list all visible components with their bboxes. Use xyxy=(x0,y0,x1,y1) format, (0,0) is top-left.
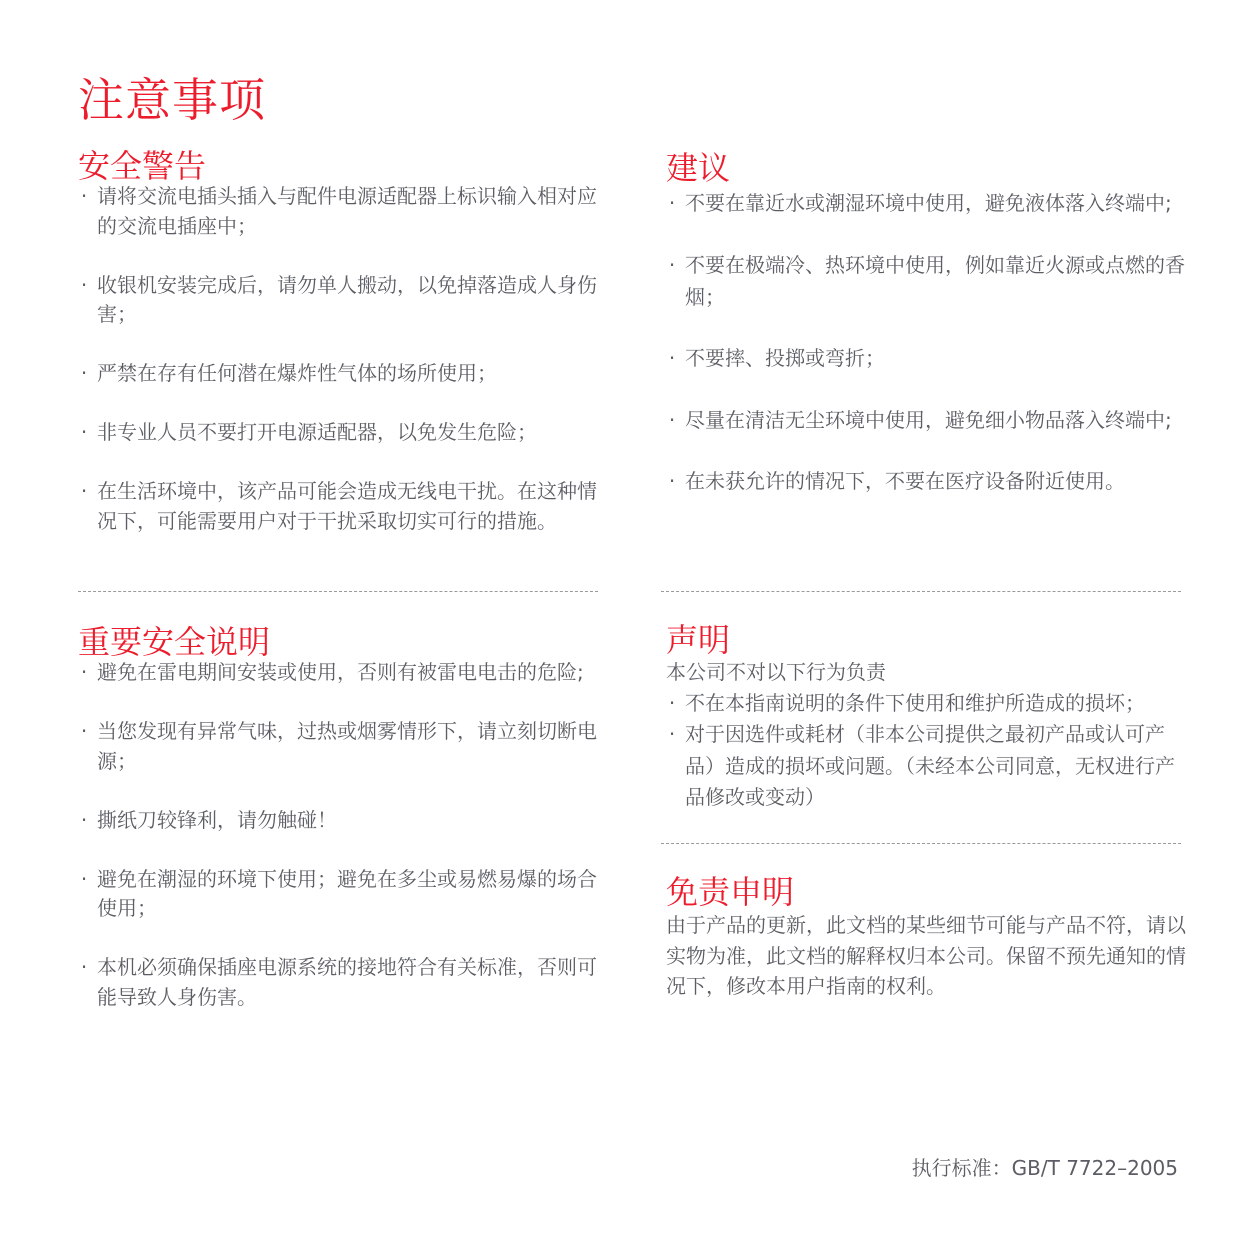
spacer xyxy=(78,448,598,478)
spacer xyxy=(78,924,598,954)
execution-standard: 执行标准：GB/T 7722–2005 xyxy=(911,1156,1178,1180)
section-title: 声明 xyxy=(666,621,731,659)
bullet-icon: · xyxy=(668,191,676,215)
spacer xyxy=(666,219,1186,249)
list-item: · 当您发现有异常气味，过热或烟雾情形下，请立刻切断电源； xyxy=(78,717,598,776)
list-item: · 不要在极端冷、热环境中使用，例如靠近火源或点燃的香烟； xyxy=(666,249,1186,313)
bullet-icon: · xyxy=(80,361,88,385)
spacer xyxy=(78,835,598,865)
list-item: · 收银机安装完成后，请勿单人搬动，以免掉落造成人身伤害； xyxy=(78,271,598,330)
bullet-icon: · xyxy=(80,479,88,503)
bullet-icon: · xyxy=(80,807,88,832)
safety-warning-section xyxy=(78,148,598,536)
important-safety-section xyxy=(78,624,598,1012)
spacer xyxy=(666,436,1186,466)
spacer xyxy=(666,313,1186,343)
bullet-list xyxy=(666,187,1186,497)
list-item: · 本机必须确保插座电源系统的接地符合有关标准，否则可能导致人身伤害。 xyxy=(78,953,598,1012)
list-item: · 避免在潮湿的环境下使用；避免在多尘或易燃易爆的场合使用； xyxy=(78,865,598,924)
disclaimer-section xyxy=(666,874,1191,1002)
bullet-icon: · xyxy=(80,955,88,979)
section-title: 免责申明 xyxy=(666,873,795,911)
list-item: · 在生活环境中，该产品可能会造成无线电干扰。在这种情况下，可能需要用户对于干扰采取切实可行的措施。 xyxy=(78,477,598,536)
list-item: · 对于因选件或耗材（非本公司提供之最初产品或认可产品）造成的损坏或问题。（未经本公司同意，无权进行产品修改或变动） xyxy=(666,719,1180,814)
spacer xyxy=(78,330,598,360)
divider xyxy=(661,591,1181,592)
bullet-list xyxy=(78,658,598,1012)
bullet-icon: · xyxy=(668,722,676,746)
bullet-icon: · xyxy=(80,660,88,684)
list-item: · 非专业人员不要打开电源适配器，以免发生危险； xyxy=(78,418,598,448)
divider xyxy=(661,843,1181,844)
section-title: 重要安全说明 xyxy=(78,623,271,661)
spacer xyxy=(666,374,1186,404)
list-item: · 严禁在存有任何潜在爆炸性气体的场所使用； xyxy=(78,359,598,389)
spacer xyxy=(78,776,598,806)
section-title: 建议 xyxy=(666,149,731,187)
bullet-list xyxy=(666,688,1196,814)
statement-intro: 本公司不对以下行为负责 xyxy=(666,660,886,684)
section-title: 安全警告 xyxy=(78,147,207,185)
list-item: · 不要在靠近水或潮湿环境中使用，避免液体落入终端中; xyxy=(666,187,1186,219)
bullet-icon: · xyxy=(668,407,676,432)
spacer xyxy=(78,389,598,419)
list-item: · 撕纸刀较锋利，请勿触碰！ xyxy=(78,806,598,836)
bullet-icon: · xyxy=(80,420,88,444)
disclaimer-body: 由于产品的更新，此文档的某些细节可能与产品不符，请以实物为准，此文档的解释权归本公司。保留不预先通知的情况下，修改本用户指南的权利。 xyxy=(666,913,1186,998)
list-item: · 在未获允许的情况下，不要在医疗设备附近使用。 xyxy=(666,465,1186,497)
list-item: · 不要摔、投掷或弯折； xyxy=(666,342,1186,374)
bullet-icon: · xyxy=(80,866,88,891)
bullet-icon: · xyxy=(668,469,676,493)
list-item: · 尽量在清洁无尘环境中使用，避免细小物品落入终端中; xyxy=(666,404,1186,436)
spacer xyxy=(78,688,598,718)
bullet-icon: · xyxy=(668,346,676,370)
bullet-icon: · xyxy=(80,719,88,743)
divider xyxy=(78,591,598,592)
bullet-icon: · xyxy=(668,690,676,715)
list-item: · 请将交流电插头插入与配件电源适配器上标识输入相对应的交流电插座中； xyxy=(78,182,598,241)
list-item: · 避免在雷电期间安装或使用，否则有被雷电电击的危险; xyxy=(78,658,598,688)
suggestions-section xyxy=(666,150,1186,497)
bullet-list xyxy=(78,182,598,536)
list-item: · 不在本指南说明的条件下使用和维护所造成的损坏； xyxy=(666,688,1196,720)
spacer xyxy=(78,241,598,271)
statement-section xyxy=(666,622,1196,814)
page-title: 注意事项 xyxy=(78,73,266,127)
bullet-icon: · xyxy=(80,272,88,297)
bullet-icon: · xyxy=(668,252,676,277)
bullet-icon: · xyxy=(80,184,88,208)
